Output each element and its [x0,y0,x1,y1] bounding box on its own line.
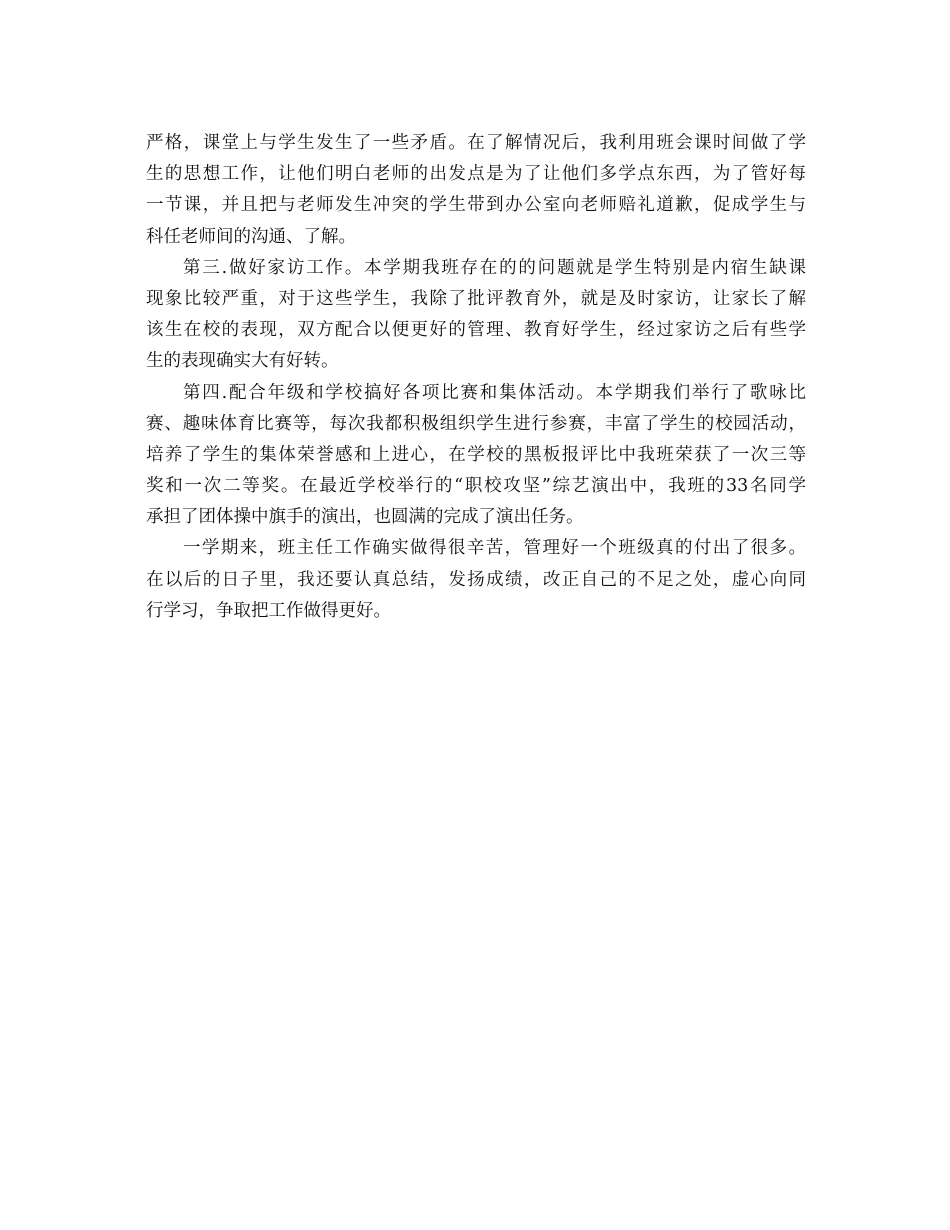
document-body [146,128,806,627]
text-line: 在以后的日子里，我还要认真总结，发扬成绩，改正自己的不足之处，虚心向同 [146,569,806,590]
paragraph-class-conflict [146,128,806,253]
paragraph-conclusion [146,533,806,627]
paragraph-home-visits [146,253,806,378]
text-line: 第三.做好家访工作。本学期我班存在的的问题就是学生特别是内宿生缺课 [183,257,806,278]
text-line: 生的思想工作，让他们明白老师的出发点是为了让他们多学点东西，为了管好每 [146,164,806,185]
text-line: 严格，课堂上与学生发生了一些矛盾。在了解情况后，我利用班会课时间做了学 [146,133,806,153]
text-line: 行学习，争取把工作做得更好。 [146,600,391,621]
text-line: 一节课，并且把与老师发生冲突的学生带到办公室向老师赔礼道歉，促成学生与 [146,195,806,216]
text-line: 生的表现确实大有好转。 [146,351,339,372]
text-line: 第四.配合年级和学校搞好各项比赛和集体活动。本学期我们举行了歌咏比 [183,382,806,403]
text-line: 奖和一次二等奖。在最近学校举行的“职校攻坚”综艺演出中，我班的33名同学 [146,476,806,497]
text-line: 赛、趣味体育比赛等，每次我都积极组织学生进行参赛，丰富了学生的校园活动， [146,413,806,434]
text-line: 一学期来，班主任工作确实做得很辛苦，管理好一个班级真的付出了很多。 [183,538,806,559]
text-line: 科任老师间的沟通、了解。 [146,226,356,247]
text-line: 该生在校的表现，双方配合以便更好的管理、教育好学生，经过家访之后有些学 [146,320,806,341]
text-line: 培养了学生的集体荣誉感和上进心，在学校的黑板报评比中我班荣获了一次三等 [146,444,806,465]
text-line: 现象比较严重，对于这些学生，我除了批评教育外，就是及时家访，让家长了解 [146,288,806,309]
paragraph-activities [146,378,806,534]
text-line: 承担了团体操中旗手的演出，也圆满的完成了演出任务。 [146,507,584,528]
